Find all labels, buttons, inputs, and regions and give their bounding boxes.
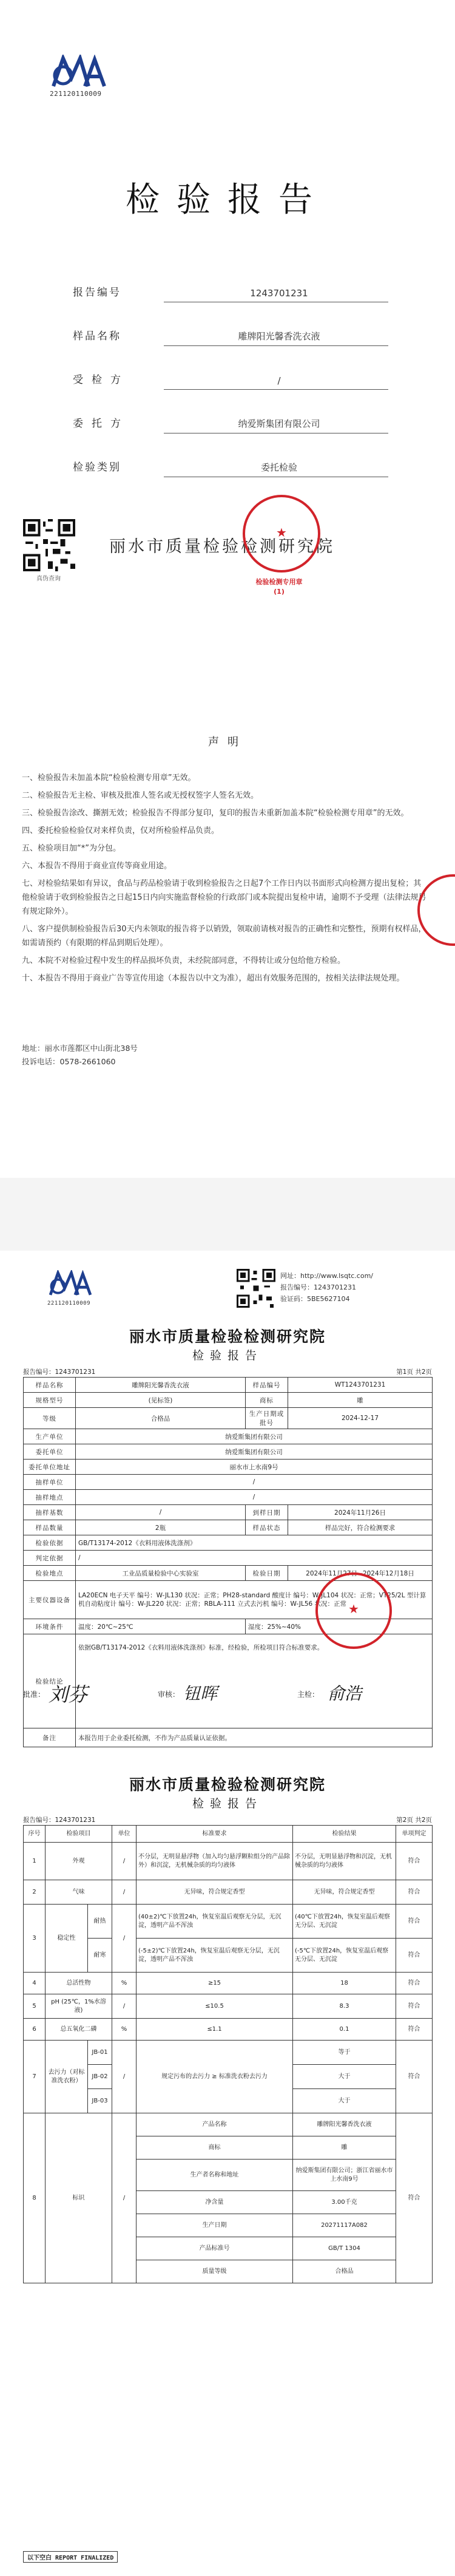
- table-row: [24, 1880, 433, 1905]
- report-subtitle-2: 检验报告: [192, 1797, 263, 1810]
- report-subtitle: 检验报告: [192, 1349, 263, 1362]
- qr-code-icon[interactable]: [23, 519, 75, 571]
- header-cell: 检验项目: [46, 1826, 112, 1843]
- table-row: [24, 1905, 433, 1939]
- cell: 大于: [293, 2089, 396, 2113]
- declaration-item: 七、对检验结果如有异议，食品与药品检验请于收到检验报告之日起7个工作日内以书面形式向检测方提出复检；其他检验请于收到检验报告之日起15日内向实施监督检验的行政部门或本院提出复检申请，逾期不予受理（法律法规另有规定除外）。: [22, 879, 426, 916]
- cell: 20271117A082: [293, 2214, 396, 2237]
- cell: 纳爱斯集团有限公司；浙江省丽水市上水南9号: [293, 2160, 396, 2191]
- cell: 温度：20℃~25℃: [76, 1619, 246, 1634]
- cell: 委托单位: [24, 1444, 76, 1460]
- cell: 去污力（对标准洗衣粉）: [46, 2041, 88, 2113]
- tester-signature: 俞浩: [328, 1684, 362, 1704]
- field-label: 受检方: [73, 374, 129, 386]
- cell: %: [112, 1973, 136, 1994]
- declaration-item: 五、检验项目加“*”为分包。: [22, 844, 121, 853]
- report-header-row-2: [23, 1815, 432, 1824]
- cell: 4: [24, 1973, 46, 1994]
- cell: LA20ECN 电子天平 编号：W-JL130 状况：正常；PH28-standard 酸度计 编号：W-JL104 状况：正常；VT25/2L 型计算机自动粘度计 编号：W-JL220 状况：正常；RBLA-111 立式去污机 编号：W-JL56 状况：正常: [76, 1581, 433, 1619]
- cell: ≥15: [136, 1973, 293, 1994]
- cell: (40℃下放置24h，恢复室温后观察无分层、无沉淀: [293, 1905, 396, 1939]
- cell: 7: [24, 2041, 46, 2113]
- table-row: [24, 2113, 433, 2136]
- cell: 依据GB/T13174-2012《衣料用液体洗涤剂》标准，经检验，所检项目符合标准要求。: [76, 1634, 433, 1728]
- results-table: [23, 1825, 433, 2283]
- cell: 18: [293, 1973, 396, 1994]
- cell: /: [112, 1994, 136, 2019]
- cell: 总五氧化二磷: [46, 2019, 112, 2041]
- cell: 生产者名称和地址: [136, 2160, 293, 2191]
- cell: /: [76, 1490, 433, 1505]
- cell: 样品状态: [246, 1520, 288, 1535]
- cell: /: [76, 1551, 433, 1566]
- declaration-item: 三、检验报告涂改、撕割无效；检验报告不得部分复印，复印的报告未重新加盖本院“检验检测专用章”的无效。: [22, 809, 409, 818]
- cell: 气味: [46, 1880, 112, 1905]
- cell: 湿度：25%~40%: [246, 1619, 433, 1634]
- cell: /: [112, 2041, 136, 2113]
- approver-label: 批准：: [23, 1690, 46, 1699]
- field-report-no: [73, 278, 388, 302]
- cell: 8.3: [293, 1994, 396, 2019]
- institute-heading-2: 丽水市质量检验检测研究院: [129, 1776, 326, 1793]
- cell: JB-01: [88, 2041, 112, 2065]
- address: 地址：丽水市莲都区中山街北38号: [22, 1044, 138, 1053]
- cell: 等级: [24, 1408, 76, 1429]
- cell: 雕牌阳光馨香洗衣液: [293, 2113, 396, 2136]
- verify-report-no: 报告编号：1243701231: [280, 1283, 356, 1291]
- cell: JB-02: [88, 2065, 112, 2089]
- cell: 符合: [396, 2019, 433, 2041]
- cell: 符合: [396, 1905, 433, 1939]
- approver-signature: 刘芬: [49, 1683, 88, 1706]
- cell: /: [112, 1843, 136, 1880]
- declaration-item: 一、检验报告未加盖本院“检验检测专用章”无效。: [22, 773, 196, 783]
- cell: 符合: [396, 2113, 433, 2283]
- declaration-body: [22, 771, 428, 989]
- reviewer-signature: 钮晖: [183, 1684, 218, 1704]
- cell: 抽样基数: [24, 1505, 76, 1520]
- cell: 生产单位: [24, 1429, 76, 1444]
- table-row: [24, 1973, 433, 1994]
- cell: 符合: [396, 1880, 433, 1905]
- cell: 标识: [46, 2113, 112, 2283]
- declaration-title: 声明: [208, 736, 247, 749]
- field-value: 1243701231: [250, 288, 308, 299]
- cell: 工业品质量检验中心实验室: [76, 1566, 246, 1581]
- contact-info: [22, 1042, 138, 1069]
- cell: 检验日期: [246, 1566, 288, 1581]
- cell: 判定依据: [24, 1551, 76, 1566]
- cell: 样品完好，符合检测要求: [288, 1520, 433, 1535]
- field-client: [73, 409, 388, 433]
- cell: ≤1.1: [136, 2019, 293, 2041]
- institute-name: 丽水市质量检验检测研究院: [109, 537, 335, 556]
- cell: /: [112, 1905, 136, 1973]
- field-value: 纳爱斯集团有限公司: [238, 418, 320, 429]
- cma-mark-icon: [50, 55, 108, 89]
- verify-info: [280, 1270, 373, 1305]
- header-cell: 序号: [24, 1826, 46, 1843]
- cell: JB-03: [88, 2089, 112, 2113]
- cell: 主要仪器设备: [24, 1581, 76, 1619]
- cell: 生产日期: [136, 2214, 293, 2237]
- declaration-item: 六、本报告不得用于商业宣传等商业用途。: [22, 861, 172, 871]
- cell: 抽样地点: [24, 1490, 76, 1505]
- cell: 符合: [396, 1994, 433, 2019]
- seal-label: 检验检测专用章: [255, 578, 303, 586]
- cell: GB/T 1304: [293, 2237, 396, 2260]
- cell: 产品名称: [136, 2113, 293, 2136]
- cell: 备注: [24, 1728, 76, 1747]
- cell: 2: [24, 1880, 46, 1905]
- declaration-item: 四、委托检验检验仅对来样负责，仅对所检验样品负责。: [22, 826, 220, 835]
- cell: 符合: [396, 1843, 433, 1880]
- cell: 3: [24, 1905, 46, 1973]
- table-row: [24, 1994, 433, 2019]
- table-row: [24, 2041, 433, 2065]
- cell: /: [76, 1505, 246, 1520]
- cell: 合格品: [76, 1408, 246, 1429]
- header-cell: 单位: [112, 1826, 136, 1843]
- field-label: 报告编号: [73, 287, 121, 299]
- field-label: 委托方: [73, 418, 129, 430]
- cell: 合格品: [293, 2260, 396, 2283]
- page-gap: [0, 1178, 455, 1251]
- cell: 纳爱斯集团有限公司: [76, 1444, 433, 1460]
- cell: /: [112, 1880, 136, 1905]
- verify-code: 验证码：5BE5627104: [280, 1295, 350, 1303]
- cell: 雕: [293, 2136, 396, 2160]
- cell: 总活性物: [46, 1973, 112, 1994]
- cell: %: [112, 2019, 136, 2041]
- cell: 规格型号: [24, 1393, 76, 1408]
- field-inspected-party: [73, 365, 388, 390]
- cell: 商标: [246, 1393, 288, 1408]
- cell: 净含量: [136, 2191, 293, 2214]
- cell: 丽水市上水南9号: [76, 1460, 433, 1475]
- cma-code: 221120110009: [47, 1300, 91, 1307]
- page-number: 第1页 共2页: [396, 1368, 432, 1376]
- cell: 雕牌阳光馨香洗衣液: [76, 1378, 246, 1393]
- institute-heading: 丽水市质量检验检测研究院: [129, 1328, 326, 1345]
- field-label: 样品名称: [73, 330, 121, 342]
- cell: 符合: [396, 1939, 433, 1973]
- header-cell: 单项判定: [396, 1826, 433, 1843]
- cell: 检验依据: [24, 1535, 76, 1551]
- declaration-item: 十、本报告不得用于商业广告等宣传用途（本报告以中文为准），超出有效服务范围的，按相关法律法规处理。: [22, 974, 405, 983]
- cell: 样品名称: [24, 1378, 76, 1393]
- cell: /: [112, 2113, 136, 2283]
- cell: /: [76, 1475, 433, 1490]
- cell: 等于: [293, 2041, 396, 2065]
- cell: 质量等级: [136, 2260, 293, 2283]
- report-header-row: [23, 1367, 432, 1376]
- cell: 稳定性: [46, 1905, 88, 1973]
- report-seal: ★: [315, 1572, 392, 1649]
- seal-number: (1): [274, 588, 285, 596]
- field-value: 委托检验: [260, 462, 297, 473]
- cell: 3.00千克: [293, 2191, 396, 2214]
- report-number: 报告编号：1243701231: [23, 1368, 96, 1376]
- cell: 2024年11月27日~2024年12月18日: [288, 1566, 433, 1581]
- field-value: 雕牌阳光馨香洗衣液: [238, 331, 320, 342]
- cell: 0.1: [293, 2019, 396, 2041]
- cell: 本报告用于企业委托检测，不作为产品质量认证依据。: [76, 1728, 433, 1747]
- cell: pH (25℃，1%水溶液): [46, 1994, 112, 2019]
- cma-code: 221120110009: [50, 90, 102, 98]
- report-title: 检验报告: [126, 180, 329, 220]
- complaint-phone: 投诉电话：0578-2661060: [22, 1057, 116, 1066]
- end-of-report: 以下空白 REPORT FINALIZED: [23, 2551, 118, 2563]
- cma-logo: [50, 55, 110, 98]
- cell: (-5±2)℃下放置24h，恢复室温后观察无分层，无沉淀，透明产品不浑浊: [136, 1939, 293, 1973]
- cell: 大于: [293, 2065, 396, 2089]
- cell: 雕: [288, 1393, 433, 1408]
- cell: 符合: [396, 2041, 433, 2113]
- cell: 不分层，无明显悬浮物（加入均匀悬浮颗粒组分的产品除外）和沉淀，无机械杂质的均匀液体: [136, 1843, 293, 1880]
- cell: 样品数量: [24, 1520, 76, 1535]
- cell: 抽样单位: [24, 1475, 76, 1490]
- cell: 2024年11月26日: [288, 1505, 433, 1520]
- cell: 委托单位地址: [24, 1460, 76, 1475]
- cell: 到样日期: [246, 1505, 288, 1520]
- page-number: 第2页 共2页: [396, 1816, 432, 1824]
- cell: 商标: [136, 2136, 293, 2160]
- cell: 耐热: [88, 1905, 112, 1939]
- report-number: 报告编号：1243701231: [23, 1816, 96, 1824]
- verify-qr-icon[interactable]: [237, 1269, 275, 1308]
- cell: 外观: [46, 1843, 112, 1880]
- cell: 产品标准号: [136, 2237, 293, 2260]
- cell: 检验结论: [24, 1634, 76, 1728]
- cell: 2瓶: [76, 1520, 246, 1535]
- header-cell: 标准要求: [136, 1826, 293, 1843]
- declaration-item: 八、客户提供制检验报告后30天内未领取的报告将予以销毁，领取前请核对报告的正确性和完整性，预期有权样品，如需请预约（有限期的样品到期后处理）。: [22, 925, 426, 948]
- cell: 8: [24, 2113, 46, 2283]
- official-seal: ★: [243, 495, 320, 573]
- table-row: [24, 2019, 433, 2041]
- cell: (-5℃下放置24h，恢复室温后观察无分层、无沉淀: [293, 1939, 396, 1973]
- cell: 环境条件: [24, 1619, 76, 1634]
- cell: 不分层，无明显悬浮物和沉淀，无机械杂质的均匀液体: [293, 1843, 396, 1880]
- field-label: 检验类别: [73, 461, 121, 474]
- declaration-item: 九、本院不对检验过程中发生的样品损坏负责，未经院部同意，不得转让或分包给他方检验。: [22, 956, 346, 965]
- tester-label: 主检：: [297, 1690, 320, 1699]
- cell: 无异味，符合规定香型: [136, 1880, 293, 1905]
- cell: 样品编号: [246, 1378, 288, 1393]
- cell: 检验地点: [24, 1566, 76, 1581]
- declaration-item: 二、检验报告无主检、审核及批准人签名或无授权签字人签名无效。: [22, 791, 259, 800]
- reviewer-label: 审核：: [158, 1690, 180, 1699]
- cell: GB/T13174-2012《衣料用液体洗涤剂》: [76, 1535, 433, 1551]
- cell: (见标签): [76, 1393, 246, 1408]
- cell: 无异味，符合规定香型: [293, 1880, 396, 1905]
- cell: 6: [24, 2019, 46, 2041]
- qr-caption: 真伪查询: [36, 576, 61, 582]
- table-header: [24, 1826, 433, 1843]
- field-value: /: [277, 375, 281, 386]
- cell: 耐寒: [88, 1939, 112, 1973]
- field-category: [73, 453, 388, 477]
- cma-mark-icon: [47, 1270, 93, 1297]
- cell: 纳爱斯集团有限公司: [76, 1429, 433, 1444]
- cell: 规定污布的去污力 ≥ 标准洗衣粉去污力: [136, 2041, 293, 2113]
- field-sample-name: [73, 322, 388, 346]
- cma-logo-small: [47, 1270, 96, 1307]
- verify-url[interactable]: 网址：http://www.lsqtc.com/: [280, 1272, 374, 1280]
- header-cell: 检验结果: [293, 1826, 396, 1843]
- cell: 2024-12-17: [288, 1408, 433, 1429]
- cell: 5: [24, 1994, 46, 2019]
- cell: 1: [24, 1843, 46, 1880]
- cell: (40±2)℃下放置24h，恢复室温后观察无分层，无沉淀，透明产品不浑浊: [136, 1905, 293, 1939]
- table-row: [24, 1843, 433, 1880]
- cell: 符合: [396, 1973, 433, 1994]
- cell: 生产日期或批号: [246, 1408, 288, 1429]
- cell: ≤10.5: [136, 1994, 293, 2019]
- cell: WT1243701231: [288, 1378, 433, 1393]
